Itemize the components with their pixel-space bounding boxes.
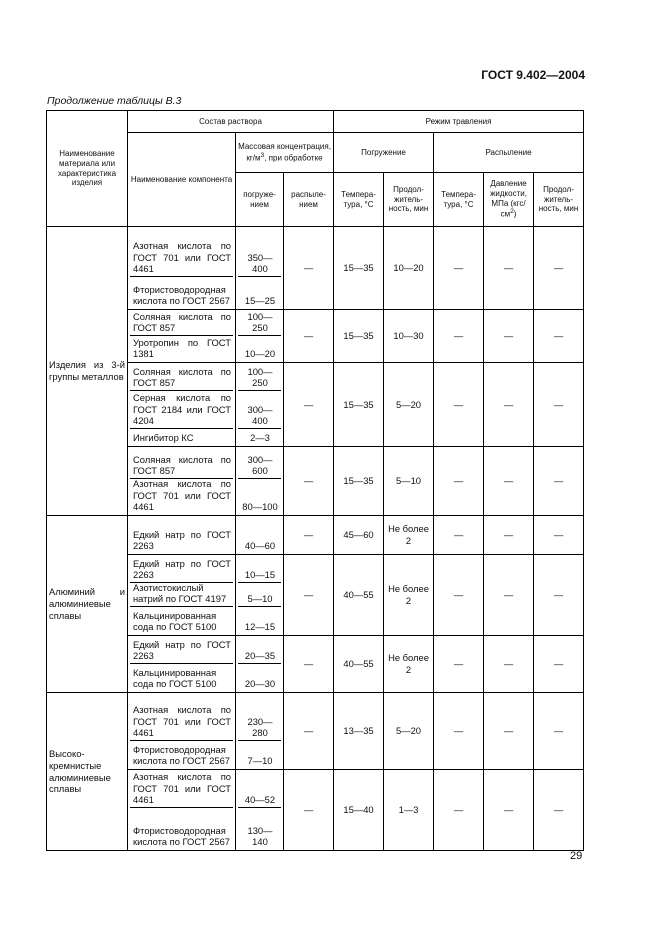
component-name: Едкий натр по ГОСТ 2263	[133, 528, 231, 552]
component-cell	[128, 636, 236, 693]
immersion-concentration-cell	[236, 555, 284, 636]
component-name: Серная кислота по ГОСТ 2184 или ГОСТ 4204	[133, 391, 231, 427]
immersion-concentration-value: 300—400	[247, 403, 273, 427]
page-number: 29	[570, 850, 583, 862]
immersion-concentration-value: 7—10	[247, 755, 273, 767]
component-name: Едкий натр по ГОСТ 2263	[133, 638, 231, 662]
spray-concentration-value: —	[284, 310, 334, 363]
component-name: Соляная кислота по ГОСТ 857	[133, 310, 231, 334]
immersion-temperature-value: 15—35	[334, 447, 384, 516]
immersion-duration-value: Не более 2	[384, 636, 434, 693]
component-name: Ингибитор КС	[133, 432, 194, 444]
product-cell	[47, 227, 128, 516]
header-temp-spray: Темпера- тура, °С	[434, 173, 484, 227]
table-row	[47, 555, 584, 636]
header-duration-spray: Продол- житель- ность, мин	[534, 173, 584, 227]
table-row	[47, 516, 584, 555]
spray-pressure-value: —	[484, 447, 534, 516]
table-caption: Продолжение таблицы В.3	[47, 95, 182, 107]
table-row	[47, 363, 584, 447]
table-row	[47, 693, 584, 770]
spray-concentration-value: —	[284, 363, 334, 447]
spray-pressure-value: —	[484, 693, 534, 770]
spray-duration-value: —	[534, 310, 584, 363]
immersion-concentration-value: 40—52	[244, 794, 276, 806]
spray-temperature-value: —	[434, 447, 484, 516]
component-cell	[128, 693, 236, 770]
immersion-concentration-value: 40—60	[244, 540, 276, 552]
immersion-temperature-value: 40—55	[334, 555, 384, 636]
spray-duration-value: —	[534, 227, 584, 310]
component-cell	[128, 516, 236, 555]
immersion-concentration-value: 2—3	[250, 432, 270, 444]
immersion-concentration-value: 10—20	[244, 348, 276, 360]
component-name: Едкий натр по ГОСТ 2263	[133, 557, 231, 581]
immersion-duration-value: Не более 2	[384, 516, 434, 555]
spray-concentration-value: —	[284, 555, 334, 636]
product-name: Высоко- кремнистые алюминиевые сплавы	[49, 748, 111, 795]
immersion-concentration-value: 20—30	[244, 678, 276, 690]
table-row	[47, 310, 584, 363]
component-cell	[128, 363, 236, 447]
immersion-concentration-value: 300—600	[247, 453, 273, 477]
immersion-temperature-value: 40—55	[334, 636, 384, 693]
immersion-concentration-value: 100—250	[247, 365, 273, 389]
immersion-concentration-value: 350—400	[247, 251, 273, 275]
component-cell	[128, 310, 236, 363]
product-cell	[47, 693, 128, 851]
immersion-concentration-cell	[236, 516, 284, 555]
immersion-duration-value: 10—30	[384, 310, 434, 363]
immersion-concentration-value: 10—15	[244, 569, 276, 581]
immersion-duration-value: 5—10	[384, 447, 434, 516]
immersion-concentration-value: 12—15	[244, 621, 276, 633]
immersion-concentration-value: 15—25	[244, 295, 276, 307]
component-name: Азотная кислота по ГОСТ 701 или ГОСТ 4461	[133, 770, 231, 806]
immersion-concentration-cell	[236, 770, 284, 851]
product-name: Изделия из 3-й группы металлов	[49, 359, 125, 382]
component-cell	[128, 555, 236, 636]
table-body	[47, 227, 584, 851]
table-row	[47, 447, 584, 516]
product-cell	[47, 516, 128, 693]
immersion-temperature-value: 15—35	[334, 227, 384, 310]
component-name: Азотная кислота по ГОСТ 701 или ГОСТ 4461	[133, 477, 231, 513]
immersion-concentration-cell	[236, 310, 284, 363]
spray-temperature-value: —	[434, 555, 484, 636]
spray-temperature-value: —	[434, 770, 484, 851]
immersion-concentration-value: 80—100	[242, 501, 278, 513]
immersion-concentration-value: 20—35	[244, 650, 276, 662]
component-cell	[128, 227, 236, 310]
header-immersion: Погружение	[334, 133, 434, 173]
header-product: Наименование материала или характеристика изделия	[47, 111, 128, 227]
component-name: Кальцинированная сода по ГОСТ 5100	[133, 609, 217, 633]
component-name: Фтористоводородная кислота по ГОСТ 2567	[133, 743, 230, 767]
immersion-temperature-value: 15—35	[334, 310, 384, 363]
spray-duration-value: —	[534, 636, 584, 693]
etching-solutions-table	[46, 110, 584, 851]
header-temp-immersion: Темпера- тура, °С	[334, 173, 384, 227]
immersion-concentration-value: 230—280	[247, 715, 273, 739]
spray-temperature-value: —	[434, 516, 484, 555]
component-name: Азотная кислота по ГОСТ 701 или ГОСТ 4461	[133, 703, 231, 739]
spray-concentration-value: —	[284, 447, 334, 516]
component-cell	[128, 770, 236, 851]
spray-pressure-value: —	[484, 516, 534, 555]
header-spray-conc: распыле- нием	[284, 173, 334, 227]
immersion-duration-value: 5—20	[384, 693, 434, 770]
header-component: Наименование компонента	[128, 133, 236, 227]
spray-pressure-value: —	[484, 555, 534, 636]
immersion-concentration-cell	[236, 363, 284, 447]
header-pressure: Давление жидкости, МПа $(кгс/см^2)$	[484, 173, 534, 227]
product-name: Алюминий и алюминиевые сплавы	[49, 586, 125, 621]
component-name: Азотистокислый натрий по ГОСТ 4197	[133, 581, 227, 605]
immersion-temperature-value: 13—35	[334, 693, 384, 770]
immersion-duration-value: Не более 2	[384, 555, 434, 636]
header-mass-concentration: Массовая концентрация, $кг/м^3$, при обработке	[236, 133, 334, 173]
immersion-duration-value: 10—20	[384, 227, 434, 310]
immersion-concentration-cell	[236, 227, 284, 310]
immersion-concentration-value: 100—250	[247, 310, 273, 334]
spray-concentration-value: —	[284, 770, 334, 851]
component-name: Уротропин по ГОСТ 1381	[133, 336, 231, 360]
immersion-concentration-value: 130—140	[247, 824, 273, 848]
header-mode: Режим травления	[334, 111, 584, 133]
immersion-concentration-cell	[236, 636, 284, 693]
spray-temperature-value: —	[434, 227, 484, 310]
spray-temperature-value: —	[434, 310, 484, 363]
spray-pressure-value: —	[484, 770, 534, 851]
component-cell	[128, 447, 236, 516]
spray-duration-value: —	[534, 555, 584, 636]
spray-duration-value: —	[534, 447, 584, 516]
spray-duration-value: —	[534, 770, 584, 851]
header-solution: Состав раствора	[128, 111, 334, 133]
immersion-duration-value: 1—3	[384, 770, 434, 851]
header-immersion-conc: погруже- нием	[236, 173, 284, 227]
spray-temperature-value: —	[434, 693, 484, 770]
spray-pressure-value: —	[484, 227, 534, 310]
spray-concentration-value: —	[284, 636, 334, 693]
spray-duration-value: —	[534, 693, 584, 770]
table-row	[47, 636, 584, 693]
immersion-concentration-cell	[236, 447, 284, 516]
header-spray: Распыление	[434, 133, 584, 173]
component-name: Соляная кислота по ГОСТ 857	[133, 365, 231, 389]
component-name: Фтористоводородная кислота по ГОСТ 2567	[133, 824, 230, 848]
immersion-concentration-cell	[236, 693, 284, 770]
spray-pressure-value: —	[484, 310, 534, 363]
immersion-temperature-value: 45—60	[334, 516, 384, 555]
header-duration-immersion: Продол- житель- ность, мин	[384, 173, 434, 227]
spray-temperature-value: —	[434, 363, 484, 447]
immersion-temperature-value: 15—35	[334, 363, 384, 447]
component-name: Кальцинированная сода по ГОСТ 5100	[133, 666, 217, 690]
spray-concentration-value: —	[284, 516, 334, 555]
document-header-standard: ГОСТ 9.402—2004	[481, 68, 585, 82]
table-row	[47, 227, 584, 310]
spray-temperature-value: —	[434, 636, 484, 693]
component-name: Азотная кислота по ГОСТ 701 или ГОСТ 4461	[133, 239, 231, 275]
immersion-temperature-value: 15—40	[334, 770, 384, 851]
spray-concentration-value: —	[284, 227, 334, 310]
component-name: Фтористоводородная кислота по ГОСТ 2567	[133, 283, 230, 307]
table-row	[47, 770, 584, 851]
spray-concentration-value: —	[284, 693, 334, 770]
immersion-duration-value: 5—20	[384, 363, 434, 447]
spray-duration-value: —	[534, 516, 584, 555]
spray-pressure-value: —	[484, 363, 534, 447]
spray-duration-value: —	[534, 363, 584, 447]
spray-pressure-value: —	[484, 636, 534, 693]
component-name: Соляная кислота по ГОСТ 857	[133, 453, 231, 477]
immersion-concentration-value: 5—10	[247, 593, 273, 605]
